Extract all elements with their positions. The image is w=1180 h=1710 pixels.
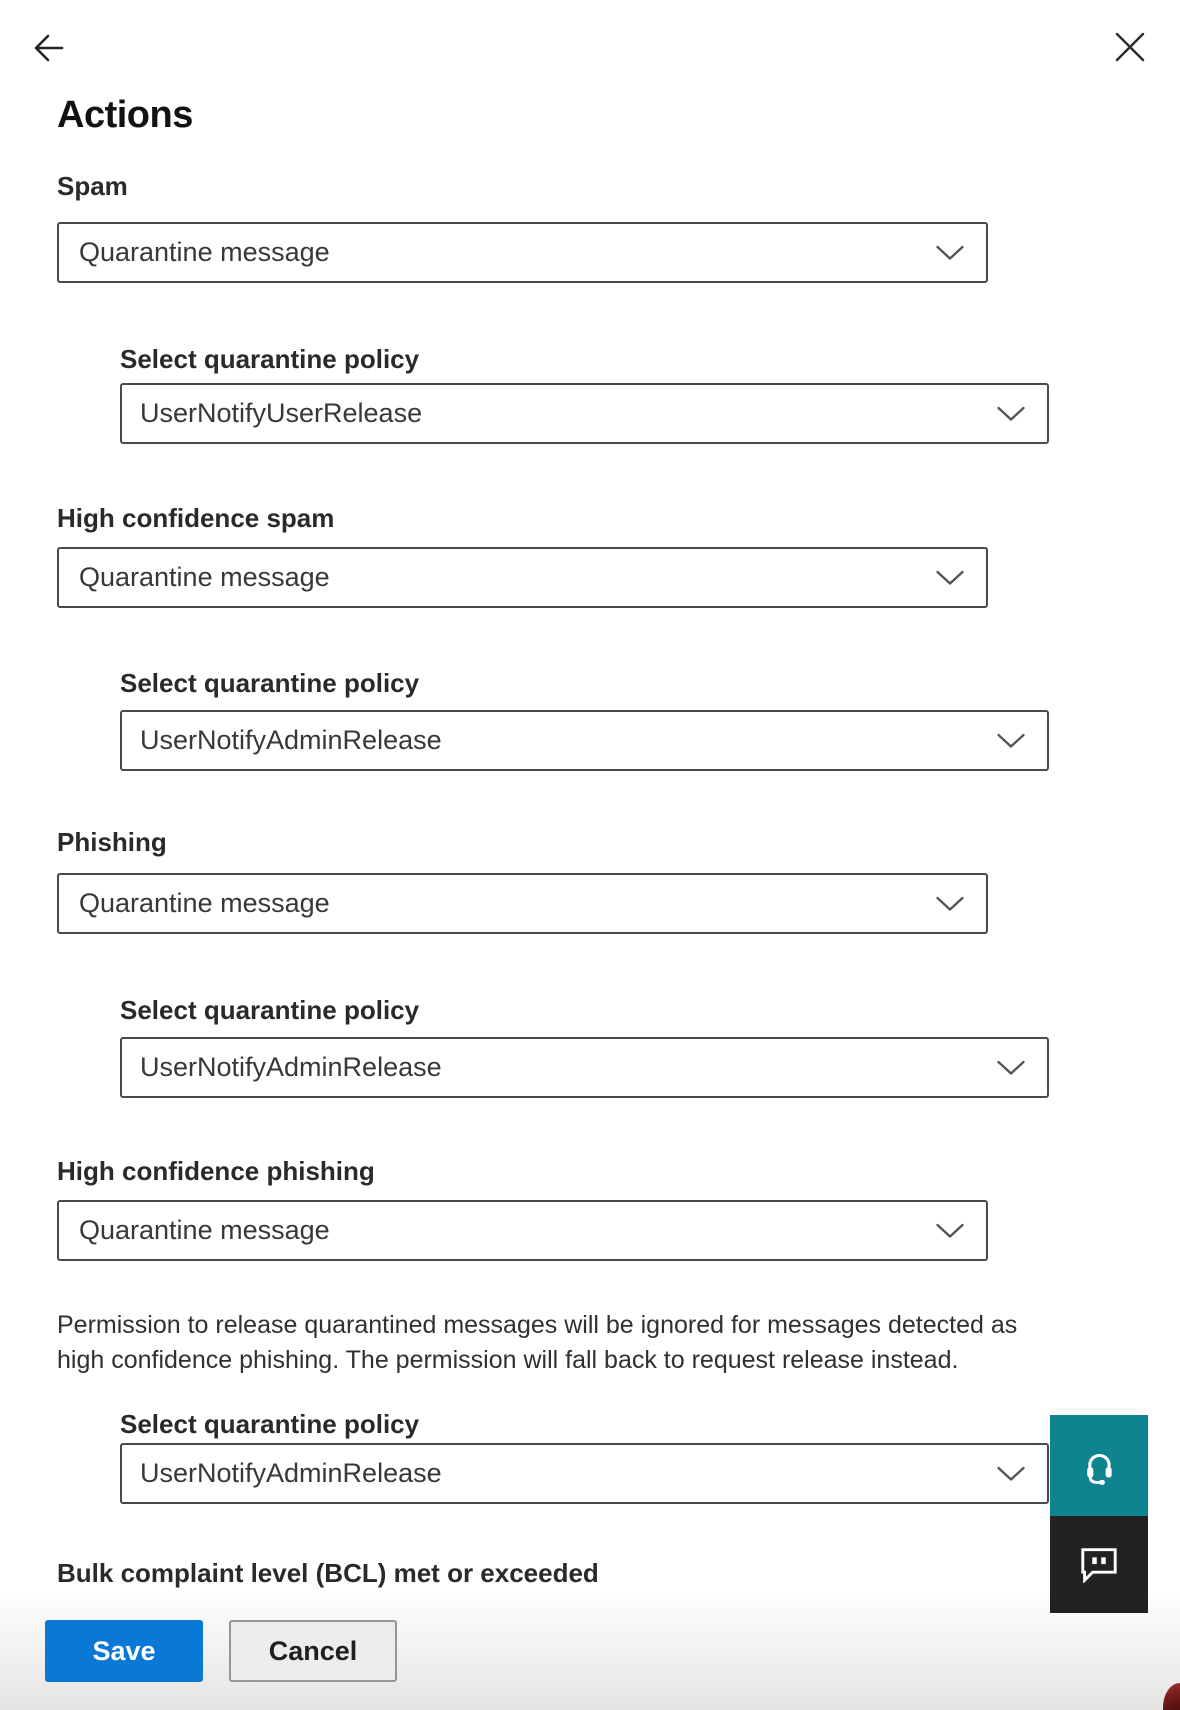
chevron-down-icon — [936, 896, 964, 911]
help-support-button[interactable] — [1050, 1415, 1148, 1516]
dropdown-selected-value: UserNotifyAdminRelease — [140, 725, 442, 755]
field-label-select-quarantine-policy: Select quarantine policy — [120, 668, 420, 698]
chevron-down-icon — [997, 1060, 1025, 1075]
dropdown-selected-value: UserNotifyAdminRelease — [140, 1052, 442, 1082]
dropdown-select-quarantine-policy[interactable] — [120, 1037, 1049, 1098]
feedback-chat-icon — [1079, 1547, 1119, 1583]
close-button[interactable] — [1113, 31, 1147, 63]
dropdown-selected-value: Quarantine message — [79, 888, 330, 918]
chevron-down-icon — [997, 1466, 1025, 1481]
chevron-down-icon — [997, 406, 1025, 421]
dropdown-selected-value: UserNotifyUserRelease — [140, 398, 423, 428]
dropdown-select-quarantine-policy[interactable] — [120, 383, 1049, 444]
feedback-button[interactable] — [1050, 1516, 1148, 1613]
dropdown-high-confidence-spam[interactable] — [57, 547, 988, 608]
dropdown-phishing[interactable] — [57, 873, 988, 934]
page-title: Actions — [57, 94, 193, 136]
headset-icon — [1077, 1444, 1121, 1488]
high-confidence-phishing-note: Permission to release quarantined messages will be ignored for messages detected as high confidence phishing. The permission will fall back to request release instead. — [57, 1311, 1018, 1374]
dropdown-spam[interactable] — [57, 222, 988, 283]
dropdown-high-confidence-phishing[interactable] — [57, 1200, 988, 1261]
field-label-high-confidence-spam: High confidence spam — [57, 503, 335, 533]
save-button[interactable]: Save — [45, 1620, 203, 1682]
field-label-select-quarantine-policy: Select quarantine policy — [120, 344, 420, 374]
back-arrow-icon — [26, 55, 64, 70]
field-label-select-quarantine-policy: Select quarantine policy — [120, 995, 420, 1025]
cancel-button[interactable]: Cancel — [229, 1620, 397, 1682]
dropdown-select-quarantine-policy[interactable] — [120, 1443, 1049, 1504]
chevron-down-icon — [936, 1223, 964, 1238]
chevron-down-icon — [936, 570, 964, 585]
dropdown-selected-value: Quarantine message — [79, 237, 330, 267]
dropdown-selected-value: UserNotifyAdminRelease — [140, 1458, 442, 1488]
field-label-spam: Spam — [57, 171, 128, 201]
dropdown-selected-value: Quarantine message — [79, 562, 330, 592]
close-icon — [1113, 51, 1147, 66]
footer-bar — [0, 1590, 1180, 1710]
field-label-high-confidence-phishing: High confidence phishing — [57, 1156, 375, 1186]
field-label-phishing: Phishing — [57, 827, 167, 857]
field-label-select-quarantine-policy: Select quarantine policy — [120, 1409, 420, 1439]
dropdown-select-quarantine-policy[interactable] — [120, 710, 1049, 771]
dropdown-selected-value: Quarantine message — [79, 1215, 330, 1245]
chevron-down-icon — [936, 245, 964, 260]
bulk-complaint-section-label: Bulk complaint level (BCL) met or exceeded — [57, 1558, 599, 1588]
back-button[interactable] — [26, 29, 64, 67]
chevron-down-icon — [997, 733, 1025, 748]
